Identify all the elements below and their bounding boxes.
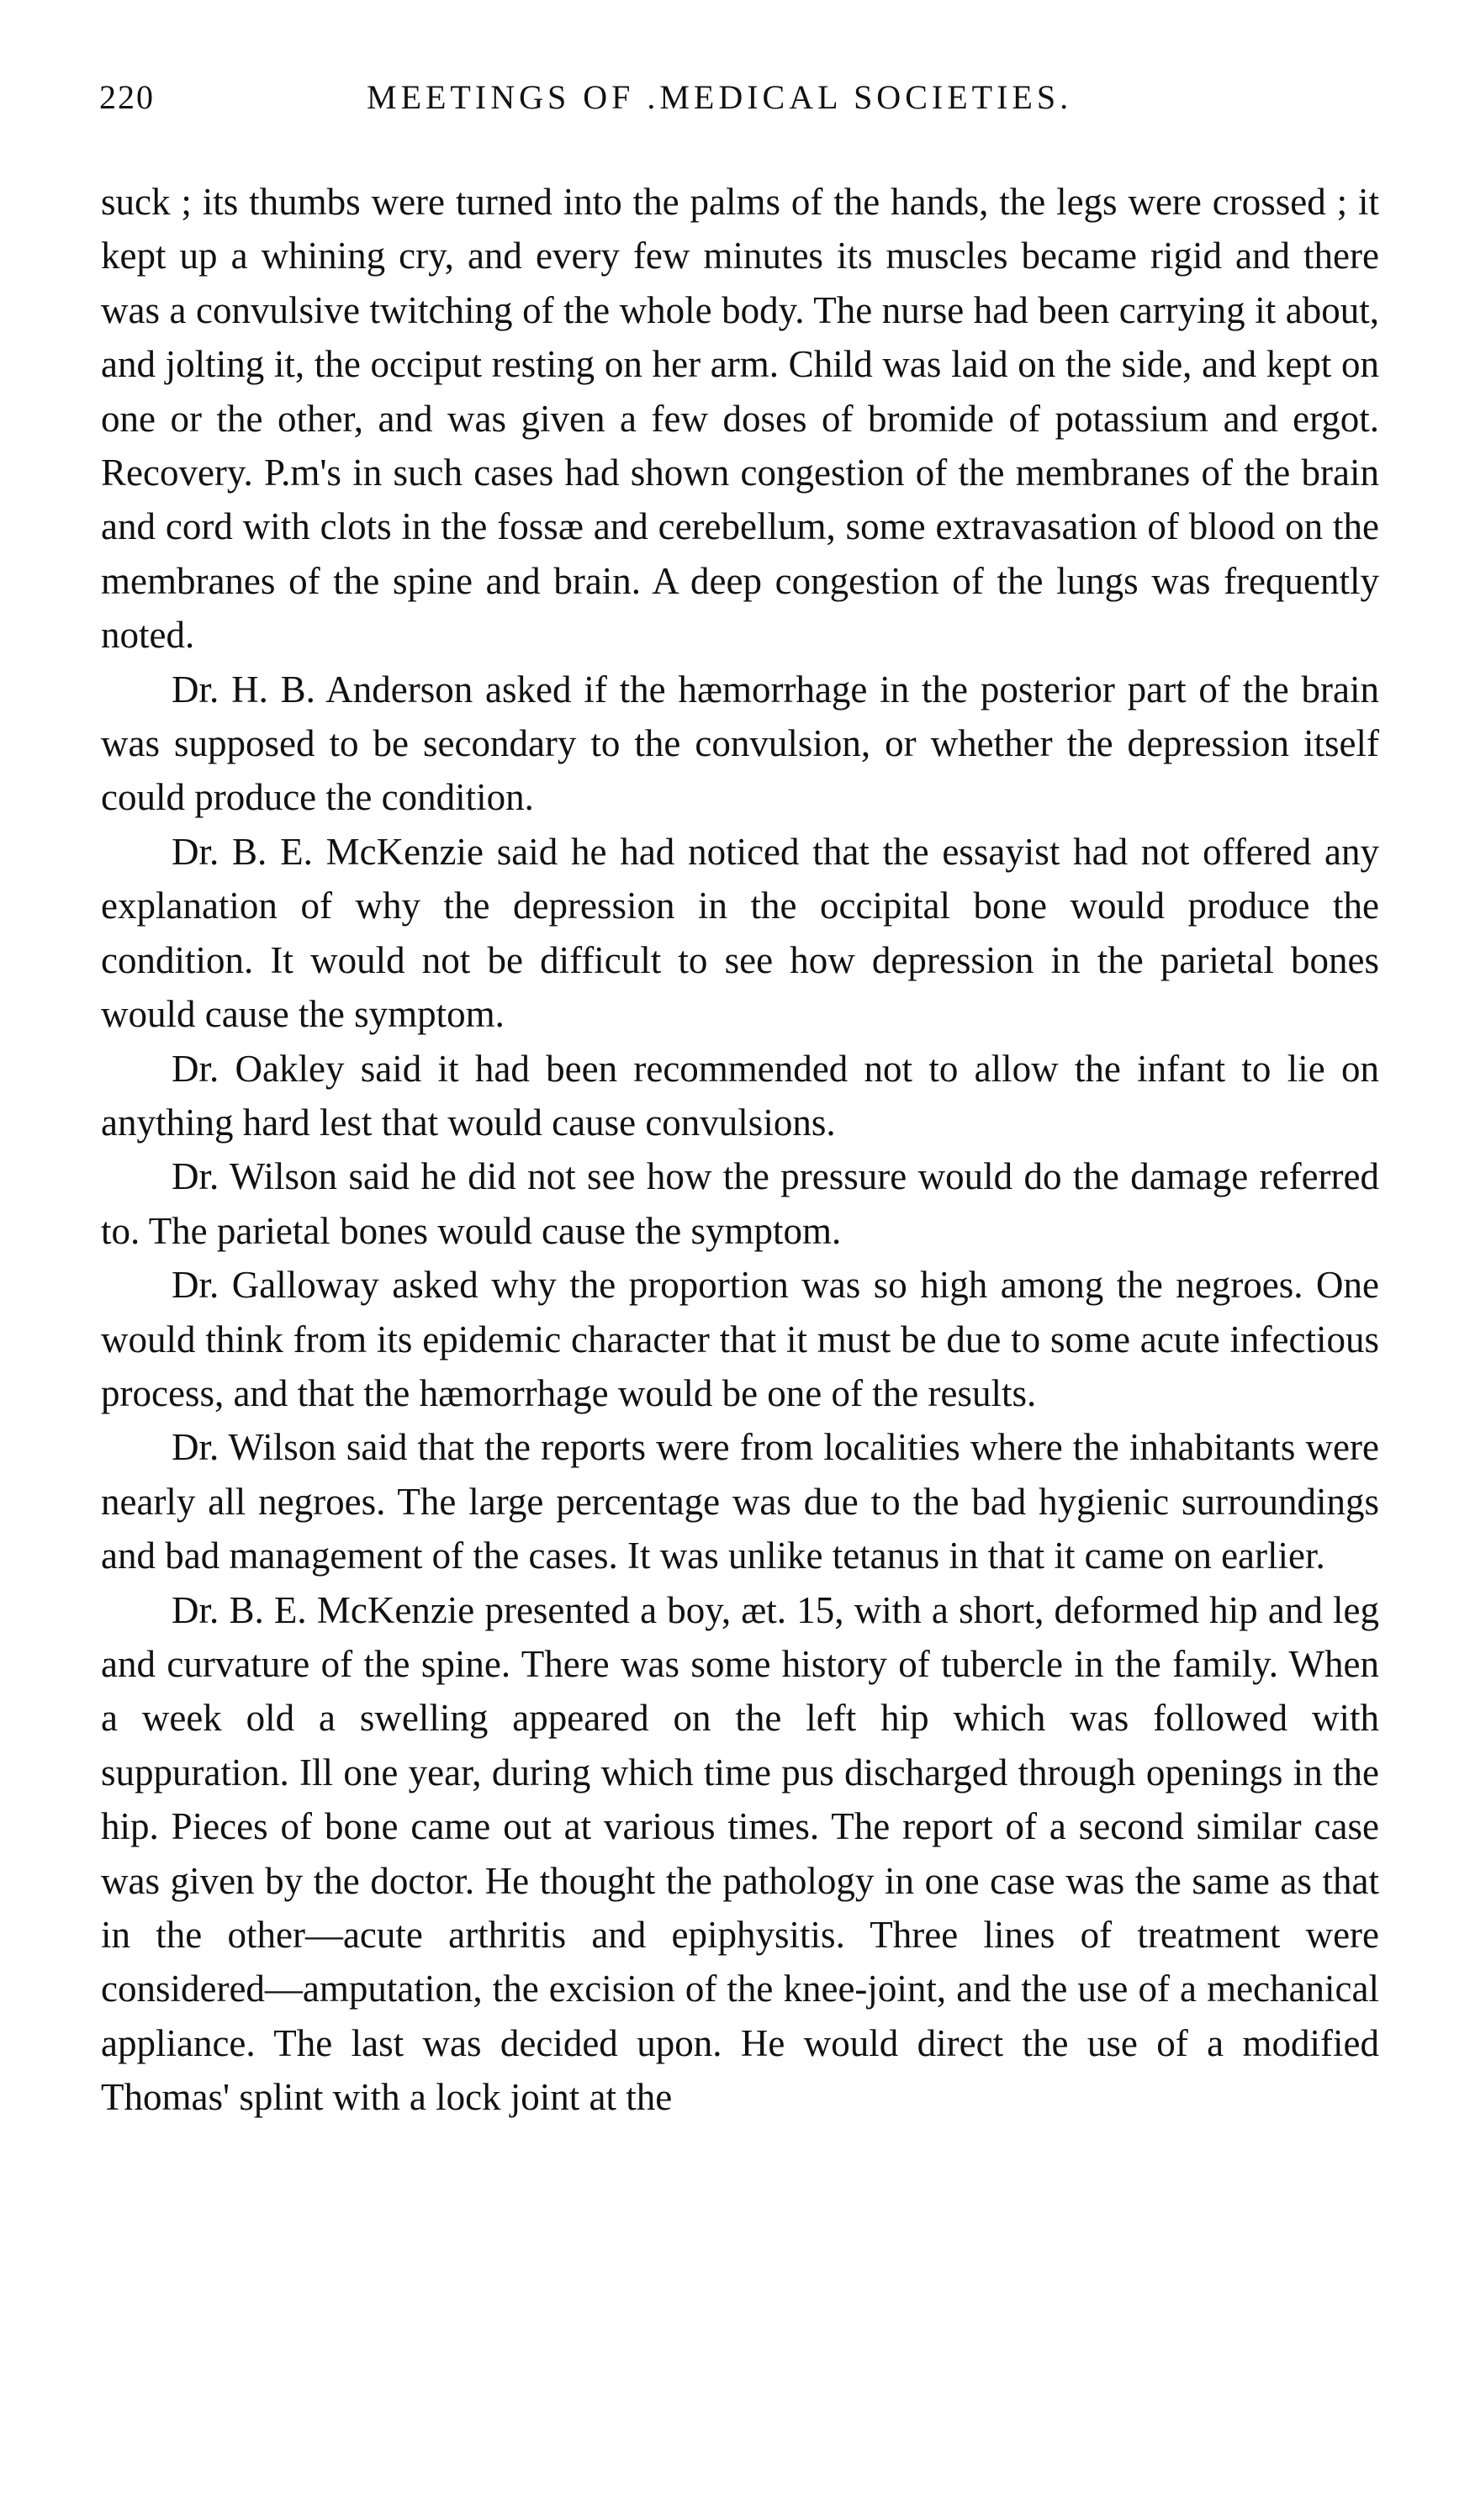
- paragraph-galloway: Dr. Galloway asked why the proportion was so high among the negroes. One would think from its epidemic character that it must be due to some acute infectious process, and that the hæmorrhage would be one of the results.: [101, 1264, 1379, 1414]
- page-header: [99, 77, 1377, 128]
- paragraph-mckenzie-comment: Dr. B. E. McKenzie said he had noticed that the essayist had not offered any explanation of why the depression in the occipital bone would produce the condition. It would not be difficult to see how depression in the parietal bones would cause the symptom.: [101, 830, 1379, 1036]
- paragraph-continuation: suck ; its thumbs were turned into the palms of the hands, the legs were crossed ; it kept up a whining cry, and every few minutes its muscles became rigid and there was a convulsive twitching of the whole body. The nurse had been carrying it about, and jolting it, the occiput resting on her arm. Child was laid on the side, and kept on one or the other, and was given a few doses of bromide of potassium and ergot. Recovery. P.m's in such cases had shown congestion of the membranes of the brain and cord with clots in the fossæ and cerebellum, some extravasation of blood on the membranes of the spine and brain. A deep congestion of the lungs was frequently noted.: [101, 181, 1379, 657]
- running-head: MEETINGS OF .MEDICAL SOCIETIES.: [367, 78, 1073, 116]
- body-text: [101, 175, 1379, 2125]
- paragraph-anderson: Dr. H. B. Anderson asked if the hæmorrhage in the posterior part of the brain was supposed to be secondary to the convulsion, or whether the depression itself could produce the condition.: [101, 668, 1379, 819]
- paragraph-oakley: Dr. Oakley said it had been recommended not to allow the infant to lie on anything hard lest that would cause convulsions.: [101, 1047, 1379, 1144]
- paragraph-wilson-reply: Dr. Wilson said that the reports were from localities where the inhabitants were nearly all negroes. The large percentage was due to the bad hygienic surroundings and bad management of the cases. It was unlike tetanus in that it came on earlier.: [101, 1426, 1379, 1577]
- paragraph-mckenzie-case: Dr. B. E. McKenzie presented a boy, æt. 15, with a short, deformed hip and leg and curvature of the spine. There was some history of tubercle in the family. When a week old a swelling appeared on the left hip which was followed with suppuration. Ill one year, during which time pus discharged through openings in the hip. Pieces of bone came out at various times. The report of a second similar case was given by the doctor. He thought the pathology in one case was the same as that in the other—acute arthritis and epiphysitis. Three lines of treatment were considered—amputation, the excision of the knee-joint, and the use of a mechanical appliance. The last was decided upon. He would direct the use of a modified Thomas' splint with a lock joint at the: [101, 1588, 1379, 2119]
- page-number: 220: [99, 78, 155, 116]
- paragraph-wilson-comment: Dr. Wilson said he did not see how the pressure would do the damage referred to. The parietal bones would cause the symptom.: [101, 1155, 1379, 1252]
